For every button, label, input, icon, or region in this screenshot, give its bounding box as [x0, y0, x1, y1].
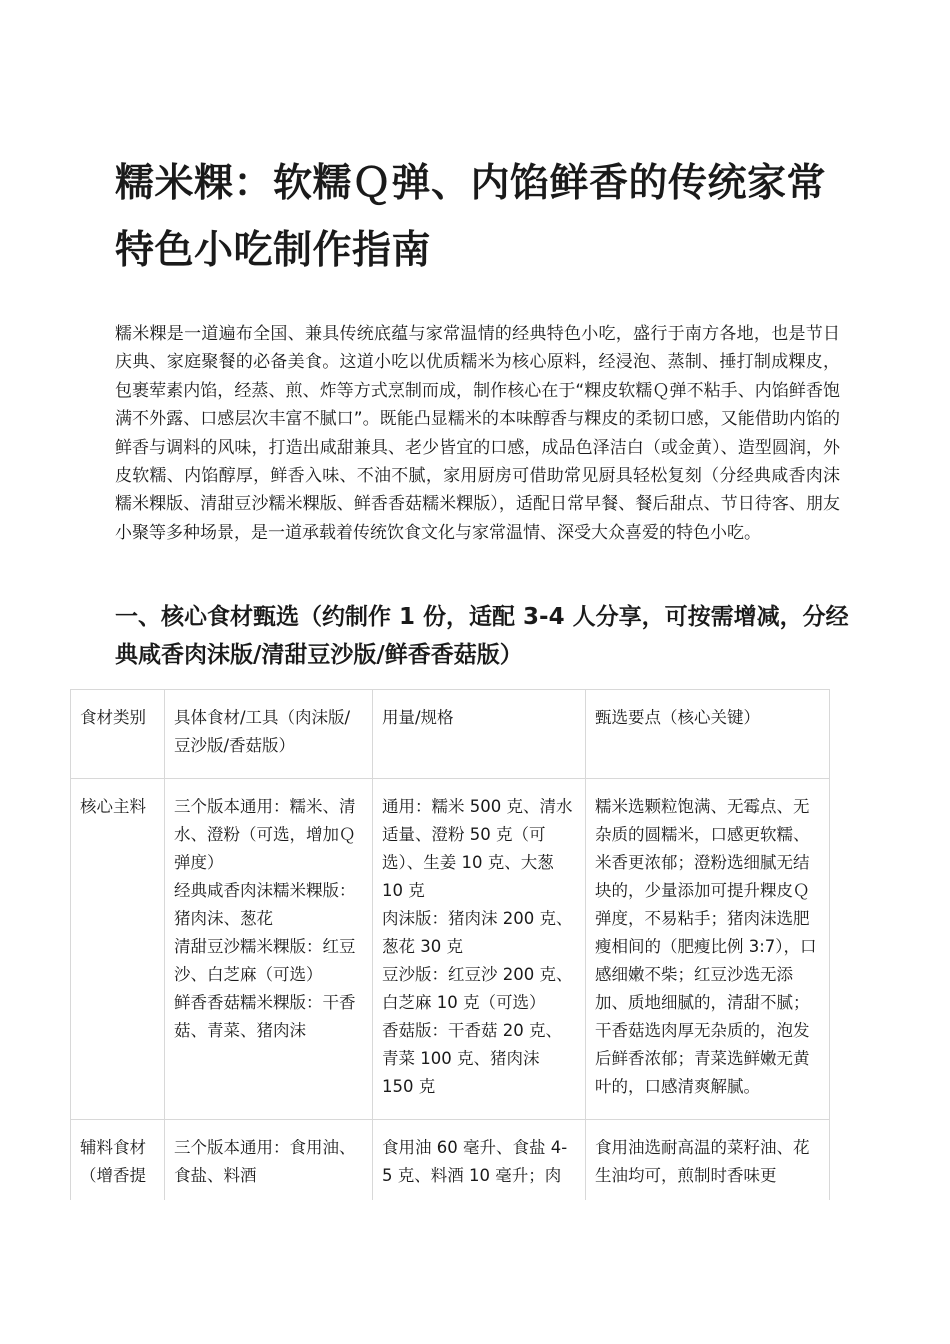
row-items [165, 779, 373, 1120]
row-category: 核心主料 [71, 779, 165, 1120]
row-tips: 糯米选颗粒饱满、无霉点、无杂质的圆糯米，口感更软糯、米香更浓郁；澄粉选细腻无结块的，少量添加可提升粿皮Ｑ弹度，不易粘手；猪肉沫选肥瘦相间的（肥瘦比例 3:7），口感细嫩不柴；红豆沙选无添加、质地细腻的，清甜不腻；干香菇选肉厚无杂质的，泡发后鲜香浓郁；青菜选鲜嫩无黄叶的，口感清爽解腻。 [586, 779, 830, 1120]
row-tips: 食用油选耐高温的菜籽油、花生油均可，煎制时香味更 [586, 1120, 830, 1209]
item-line: 经典咸香肉沫糯米粿版：猪肉沫、葱花 [174, 881, 356, 928]
item-line: 鲜香香菇糯米粿版：干香菇、青菜、猪肉沫 [174, 993, 356, 1040]
header-category: 食材类别 [71, 690, 165, 779]
header-items: 具体食材/工具（肉沫版/豆沙版/香菇版） [165, 690, 373, 779]
header-tips: 甄选要点（核心关键） [586, 690, 830, 779]
amount-line: 通用：糯米 500 克、清水适量、澄粉 50 克（可选）、生姜 10 克、大葱 10 克 [382, 797, 573, 900]
intro-paragraph: 糯米粿是一道遍布全国、兼具传统底蕴与家常温情的经典特色小吃，盛行于南方各地，也是节日庆典、家庭聚餐的必备美食。这道小吃以优质糯米为核心原料，经浸泡、蒸制、捶打制成粿皮，包裹荤素内馅，经蒸、煎、炸等方式烹制而成，制作核心在于“粿皮软糯Ｑ弹不粘手、内馅鲜香饱满不外露、口感层次丰富不腻口”。既能凸显糯米的本味醇香与粿皮的柔韧口感，又能借助内馅的鲜香与调料的风味，打造出咸甜兼具、老少皆宜的口感，成品色泽洁白（或金黄）、造型圆润，外皮软糯、内馅醇厚，鲜香入味、不油不腻，家用厨房可借助常见厨具轻松复刻（分经典咸香肉沫糯米粿版、清甜豆沙糯米粿版、鲜香香菇糯米粿版），适配日常早餐、餐后甜点、节日待客、朋友小聚等多种场景，是一道承载着传统饮食文化与家常温情、深受大众喜爱的特色小吃。 [115, 324, 840, 543]
section-heading-ingredients: 一、核心食材甄选（约制作 1 份，适配 3-4 人分享，可按需增减，分经典咸香肉沫版/清甜豆沙版/鲜香香菇版） [115, 604, 849, 668]
row-amounts [373, 1120, 586, 1209]
amount-line: 肉沫版：猪肉沫 200 克、葱花 30 克 [382, 909, 573, 956]
page-title: 糯米粿：软糯Ｑ弹、内馅鲜香的传统家常特色小吃制作指南 [115, 161, 827, 273]
table-header-row [71, 690, 830, 779]
table-row [71, 1120, 830, 1209]
item-line: 三个版本通用：食用油、食盐、料酒 [174, 1138, 356, 1185]
item-line: 三个版本通用：糯米、清水、澄粉（可选，增加Ｑ弹度） [174, 797, 356, 872]
amount-line: 食用油 60 毫升、食盐 4-5 克、料酒 10 毫升；肉 [382, 1138, 568, 1185]
table-row [71, 779, 830, 1120]
row-amounts [373, 779, 586, 1120]
page-bottom-margin [0, 1200, 950, 1344]
item-line: 清甜豆沙糯米粿版：红豆沙、白芝麻（可选） [174, 937, 356, 984]
ingredients-table [70, 689, 830, 1209]
amount-line: 豆沙版：红豆沙 200 克、白芝麻 10 克（可选） [382, 965, 573, 1012]
amount-line: 香菇版：干香菇 20 克、青菜 100 克、猪肉沫 150 克 [382, 1021, 562, 1096]
header-amounts: 用量/规格 [373, 690, 586, 779]
row-items [165, 1120, 373, 1209]
row-category: 辅料食材（增香提 [71, 1120, 165, 1209]
